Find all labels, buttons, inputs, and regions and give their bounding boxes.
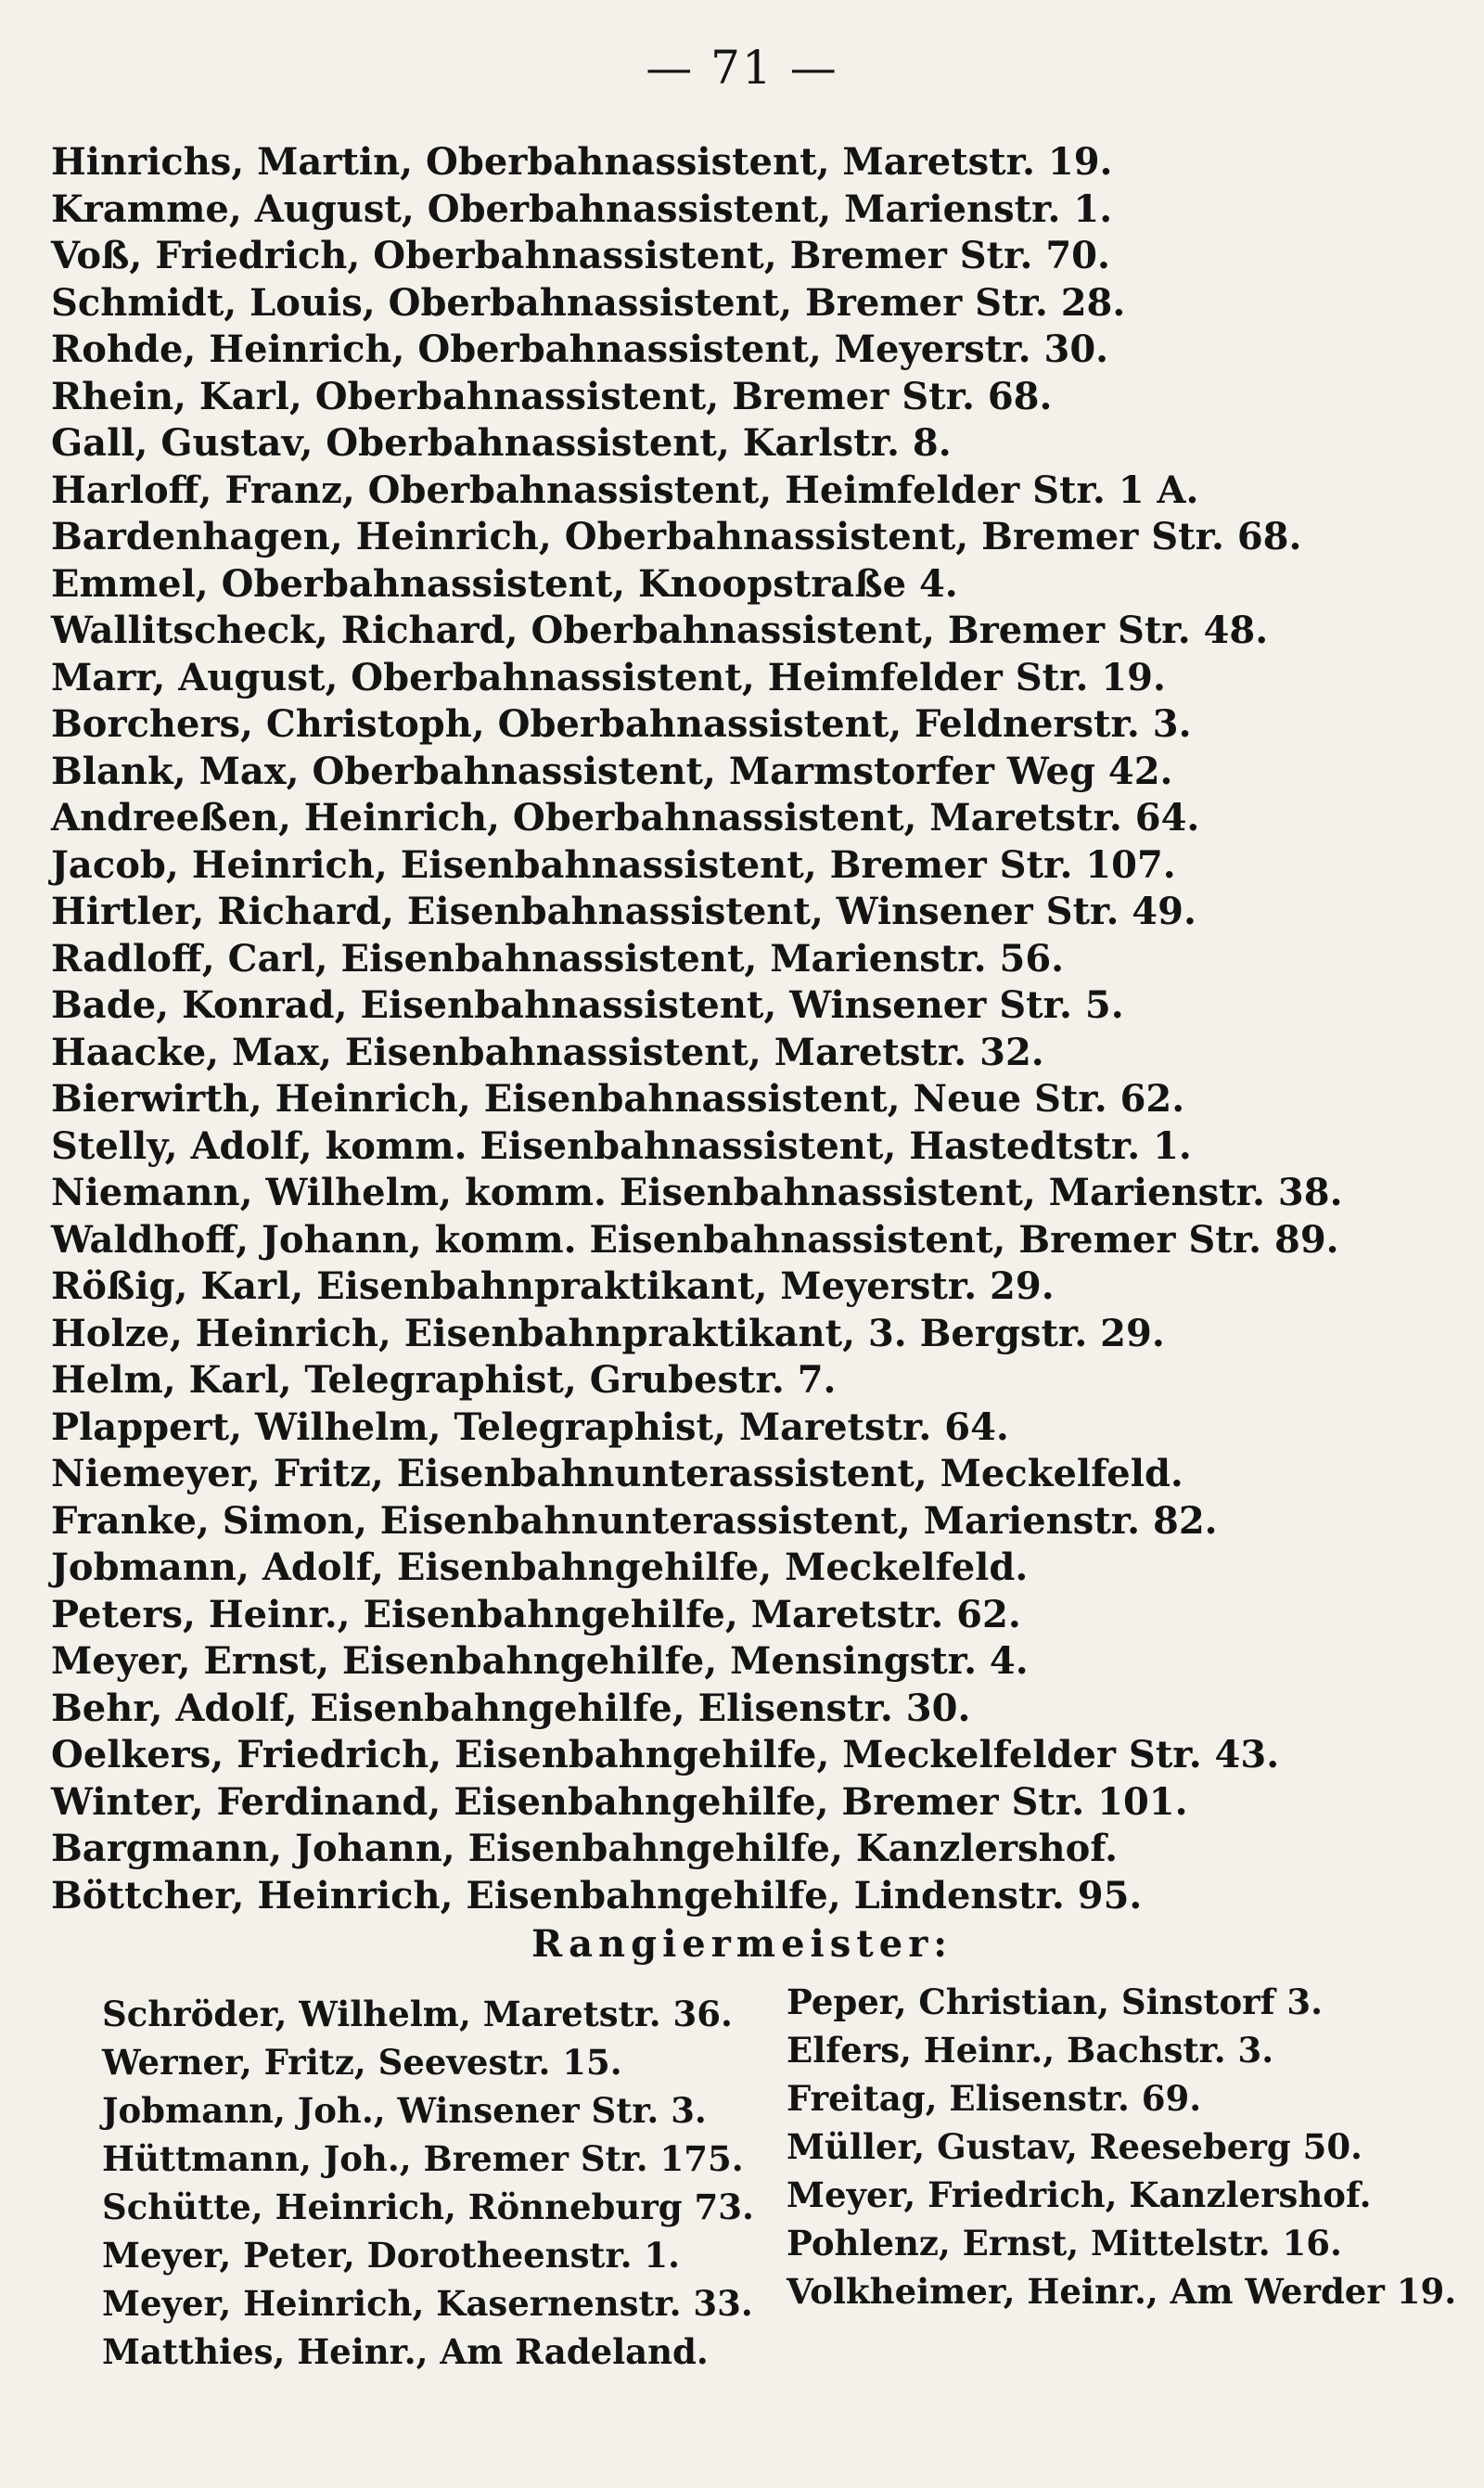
list-item: Franke, Simon, Eisenbahnunterassistent, Marienstr. 82. bbox=[51, 1498, 1218, 1543]
list-item: Haacke, Max, Eisenbahnassistent, Maretstr. 32. bbox=[51, 1030, 1044, 1074]
list-item: Niemann, Wilhelm, komm. Eisenbahnassistent, Marienstr. 38. bbox=[51, 1171, 1343, 1214]
list-item: Waldhoff, Johann, komm. Eisenbahnassistent, Bremer Str. 89. bbox=[51, 1217, 1339, 1262]
list-item: Schmidt, Louis, Oberbahnassistent, Bremer Str. 28. bbox=[51, 280, 1126, 325]
left-column bbox=[102, 1990, 779, 2376]
list-item: Radloff, Carl, Eisenbahnassistent, Marienstr. 56. bbox=[51, 936, 1065, 981]
list-item: Plappert, Wilhelm, Telegraphist, Maretstr. 64. bbox=[51, 1404, 1009, 1449]
list-item: Jobmann, Adolf, Eisenbahngehilfe, Meckelfeld. bbox=[51, 1545, 1029, 1589]
list-item: Harloff, Franz, Oberbahnassistent, Heimfelder Str. 1 A. bbox=[51, 468, 1199, 512]
list-item: Borchers, Christoph, Oberbahnassistent, Feldnerstr. 3. bbox=[51, 702, 1192, 746]
list-item: Bade, Konrad, Eisenbahnassistent, Winsener Str. 5. bbox=[51, 983, 1124, 1027]
list-item: Holze, Heinrich, Eisenbahnpraktikant, 3. Bergstr. 29. bbox=[51, 1311, 1165, 1355]
list-item: Stelly, Adolf, komm. Eisenbahnassistent, Hastedtstr. 1. bbox=[51, 1123, 1192, 1168]
list-item: Bargmann, Johann, Eisenbahngehilfe, Kanzlershof. bbox=[51, 1827, 1119, 1870]
list-item: Hinrichs, Martin, Oberbahnassistent, Maretstr. 19. bbox=[51, 140, 1113, 184]
right-column bbox=[787, 1978, 1473, 2315]
list-item: Peters, Heinr., Eisenbahngehilfe, Maretstr. 62. bbox=[51, 1592, 1021, 1636]
list-item: Voß, Friedrich, Oberbahnassistent, Bremer Str. 70. bbox=[51, 234, 1110, 277]
list-item: Pohlenz, Ernst, Mittelstr. 16. bbox=[787, 2223, 1342, 2264]
list-item: Gall, Gustav, Oberbahnassistent, Karlstr. 8. bbox=[51, 421, 952, 465]
list-item: Jobmann, Joh., Winsener Str. 3. bbox=[102, 2090, 707, 2131]
list-item: Meyer, Ernst, Eisenbahngehilfe, Mensingstr. 4. bbox=[51, 1639, 1029, 1683]
entry-list bbox=[51, 139, 1442, 1919]
list-item: Wallitscheck, Richard, Oberbahnassistent, Bremer Str. 48. bbox=[51, 609, 1269, 652]
list-item: Elfers, Heinr., Bachstr. 3. bbox=[787, 2030, 1274, 2071]
list-item: Oelkers, Friedrich, Eisenbahngehilfe, Meckelfelder Str. 43. bbox=[51, 1733, 1280, 1776]
list-item: Marr, August, Oberbahnassistent, Heimfelder Str. 19. bbox=[51, 655, 1166, 699]
list-item: Andreeßen, Heinrich, Oberbahnassistent, Maretstr. 64. bbox=[51, 796, 1200, 840]
list-item: Rohde, Heinrich, Oberbahnassistent, Meyerstr. 30. bbox=[51, 327, 1109, 371]
list-item: Emmel, Oberbahnassistent, Knoopstraße 4. bbox=[51, 561, 958, 606]
section-heading: Rangiermeister: bbox=[531, 1922, 953, 1966]
list-item: Jacob, Heinrich, Eisenbahnassistent, Bremer Str. 107. bbox=[51, 842, 1176, 887]
page-number: — 71 — bbox=[646, 41, 838, 95]
list-item: Winter, Ferdinand, Eisenbahngehilfe, Bremer Str. 101. bbox=[51, 1779, 1188, 1824]
list-item: Schröder, Wilhelm, Maretstr. 36. bbox=[102, 1994, 733, 2034]
list-item: Schütte, Heinrich, Rönneburg 73. bbox=[102, 2187, 754, 2227]
list-item: Meyer, Heinrich, Kasernenstr. 33. bbox=[102, 2283, 753, 2324]
list-item: Bierwirth, Heinrich, Eisenbahnassistent, Neue Str. 62. bbox=[51, 1077, 1185, 1121]
list-item: Müller, Gustav, Reeseberg 50. bbox=[787, 2126, 1362, 2167]
list-item: Behr, Adolf, Eisenbahngehilfe, Elisenstr. 30. bbox=[51, 1686, 971, 1730]
list-item: Meyer, Friedrich, Kanzlershof. bbox=[787, 2174, 1372, 2215]
list-item: Kramme, August, Oberbahnassistent, Marienstr. 1. bbox=[51, 186, 1113, 231]
list-item: Rhein, Karl, Oberbahnassistent, Bremer Str. 68. bbox=[51, 374, 1053, 418]
list-item: Niemeyer, Fritz, Eisenbahnunterassistent, Meckelfeld. bbox=[51, 1452, 1183, 1495]
list-item: Bardenhagen, Heinrich, Oberbahnassistent, Bremer Str. 68. bbox=[51, 515, 1302, 558]
list-item: Meyer, Peter, Dorotheenstr. 1. bbox=[102, 2235, 680, 2276]
list-item: Helm, Karl, Telegraphist, Grubestr. 7. bbox=[51, 1358, 837, 1402]
list-item: Matthies, Heinr., Am Radeland. bbox=[102, 2331, 709, 2372]
list-item: Hirtler, Richard, Eisenbahnassistent, Winsener Str. 49. bbox=[51, 890, 1196, 933]
list-item: Rößig, Karl, Eisenbahnpraktikant, Meyerstr. 29. bbox=[51, 1264, 1055, 1308]
list-item: Peper, Christian, Sinstorf 3. bbox=[787, 1981, 1324, 2022]
list-item: Böttcher, Heinrich, Eisenbahngehilfe, Lindenstr. 95. bbox=[51, 1873, 1143, 1917]
list-item: Werner, Fritz, Seevestr. 15. bbox=[102, 2042, 622, 2083]
list-item: Freitag, Elisenstr. 69. bbox=[787, 2078, 1202, 2119]
list-item: Hüttmann, Joh., Bremer Str. 175. bbox=[102, 2138, 744, 2179]
list-item: Volkheimer, Heinr., Am Werder 19. bbox=[787, 2271, 1457, 2312]
list-item: Blank, Max, Oberbahnassistent, Marmstorfer Weg 42. bbox=[51, 749, 1173, 793]
